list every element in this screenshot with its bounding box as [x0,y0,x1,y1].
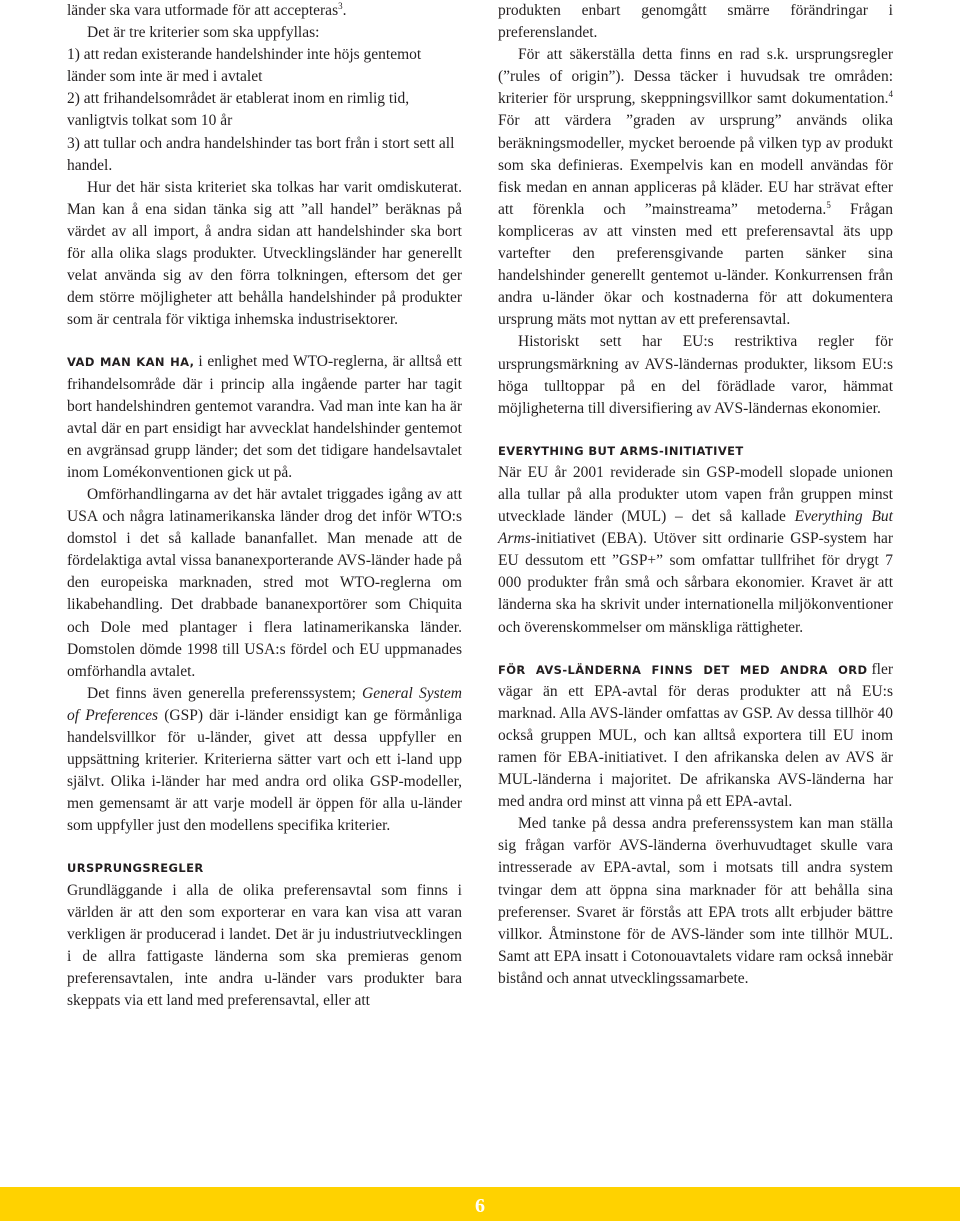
paragraph: VAD MAN KAN HA, i enlighet med WTO-reglerna, är alltså ett frihandelsområde där i princip alla ingående parter har tagit bort handelshindren gentemot varandra. Vad man inte kan ha är avtal där en part ensidigt har avvecklat handelshinder gentemot en avgränsad grupp länder; det som det tidigare handelsavtalet inom Lomékonventionen gick ut på. [67,353,462,481]
spacer [498,639,893,659]
footer-bar [0,1187,960,1221]
spacer [67,837,462,857]
paragraph: Historiskt sett har EU:s restriktiva regler för ursprungsmärkning av AVS-ländernas produkter, liksom EU:s höga tulltoppar på en del förädlade varor, hämmat möjligheterna till diversifiering av AVS-ländernas ekonomier. [498,333,893,417]
paragraph: Omförhandlingarna av det här avtalet triggades igång av att USA och några latinamerikanska länder drog det inför WTO:s domstol i det så kallade bananfallet. Man menade att de fördelaktiga avtal vissa bananexporterande AVS-länder hade på den europeiska marknaden, stred mot WTO-reglerna om likabehandling. Det drabbade bananexportörer som Chiquita och Dole med plantager i flera latinamerikanska länder. Domstolen dömde 1998 till USA:s fördel och EU uppmanades omförhandla avtalet. [67,485,462,680]
paragraph: Det är tre kriterier som ska uppfyllas: [87,24,320,42]
paragraph: produkten enbart genomgått smärre förändringar i preferenslandet. [498,2,893,42]
section-heading: VAD MAN KAN HA, [67,355,195,370]
criteria-item: 1) att redan existerande handelshinder inte höjs gentemot länder som inte är med i avtalet [67,46,422,86]
section-heading: FÖR AVS-LÄNDERNA FINNS DET MED ANDRA ORD [498,662,868,677]
paragraph: FÖR AVS-LÄNDERNA FINNS DET MED ANDRA ORD fler vägar än ett EPA-avtal för deras produkter att nå EU:s marknad. Alla AVS-länder omfattas av GSP. Av dessa tillhör 40 också gruppen MUL, och kan alltså exportera till EU inom ramen för EBA-initiativet. I den afrikanska delen av AVS är MUL-länderna i majoritet. De afrikanska AVS-länderna har med andra ord minst att vinna på ett EPA-avtal. [498,660,893,811]
paragraph: länder ska vara utformade för att accepteras$^3$. [67,0,347,19]
section-heading: URSPRUNGSREGLER [67,861,204,876]
right-column [498,0,893,990]
footnote-ref[interactable]: 5 [826,199,831,210]
paragraph: Med tanke på dessa andra preferenssystem kan man ställa sig frågan varför AVS-länderna överhuvudtaget skulle vara intresserade av EPA-avtal, som i motsats till andra system tvingar dem att öppna sina marknader för att behålla sina preferenser. Svaret är förstås att EPA trots allt erbjuder bättre villkor. Åtminstone för de AVS-länder som inte tillhör MUL. Samt att EPA insatt i Cotonouavtalets vidare ram också innebär bistånd och annat utvecklingssamarbete. [498,815,893,987]
spacer [67,331,462,351]
spacer [498,420,893,440]
paragraph: Det finns även generella preferenssystem; General System of Preferences (GSP) där i-länder ensidigt kan ge förmånliga handelsvillkor för u-länder, givet att dessa uppfyller en uppsättning kriterier. Kriterierna sätter vart och ett i-land upp självt. Olika i-länder har med andra ord olika GSP-modeller, men gemensamt är att varje modell är öppen för alla u-länder som uppfyller just den modellens specifika kriterier. [67,684,462,835]
criteria-item: 3) att tullar och andra handelshinder tas bort från i stort sett all handel. [67,134,455,174]
paragraph: Grundläggande i alla de olika preferensavtal som finns i världen är att den som exporterar en vara kan visa att varan verkligen är producerad i landet. Det är ju industriutvecklingen i de allra fattigaste länderna som ska premieras genom preferensavtalen, inte andra u-länder vars produkter bara skeppats via ett land med preferensavtal, eller att [67,881,462,1010]
section-heading: EVERYTHING BUT ARMS-INITIATIVET [498,443,744,458]
footnote-ref[interactable]: 3 [338,0,343,11]
footnote-ref[interactable]: 4 [888,89,893,100]
paragraph: För att säkerställa detta finns en rad s.k. ursprungsregler (”rules of origin”). Dessa täcker i huvudsak tre områden: kriterier för ursprung, skeppningsvillkor samt dokumentation.$^4$ För att värdera ”graden av ursprung” används olika beräkningsmodeller, mycket beroende på vilken typ av produkt som ska definieras. Exempelvis kan en modell användas för fisk medan en annan appliceras på kläder. EU har strävat efter att förenkla och ”mainstreama” metoderna.$^5$ Frågan kompliceras av att vinsten med ett preferensavtal äts upp vartefter den preferensgivande parten sänker sina handelshinder generellt gentemot u-länder. Konkurrensen från andra u-länder ökar och kostnaderna för att dokumentera ursprung mäts mot nyttan av ett preferensavtal. [498,46,893,329]
criteria-item: 2) att frihandelsområdet är etablerat inom en rimlig tid, vanligtvis tolkat som 10 år [67,90,410,130]
paragraph: När EU år 2001 reviderade sin GSP-modell slopade unionen alla tullar på alla produkter utom vapen från gruppen minst utvecklade länder (MUL) – det så kallade Everything But Arms-initiativet (EBA). Utöver sitt ordinarie GSP-system har EU dessutom ett ”GSP+” som omfattar tullfrihet för drygt 7 000 produkter från små och sårbara ekonomier. Kravet är att länderna ska ha skrivit under internationella miljökonventioner och överenskommelser om mänskliga rättigheter. [498,463,893,636]
page-number: 6 [475,1195,485,1217]
paragraph: Hur det här sista kriteriet ska tolkas har varit omdiskuterat. Man kan å ena sidan tänka sig att ”all handel” beräknas på värdet av all import, å andra sidan att handelshinder ska bort för alla olika slags produkter. Utvecklingsländer har generellt velat använda sig av den förra tolkningen, eftersom det ger dem större möjligheter att behålla handelshinder på produkter som är centrala för viktiga inhemska industrisektorer. [67,178,462,329]
left-column [67,0,462,1012]
